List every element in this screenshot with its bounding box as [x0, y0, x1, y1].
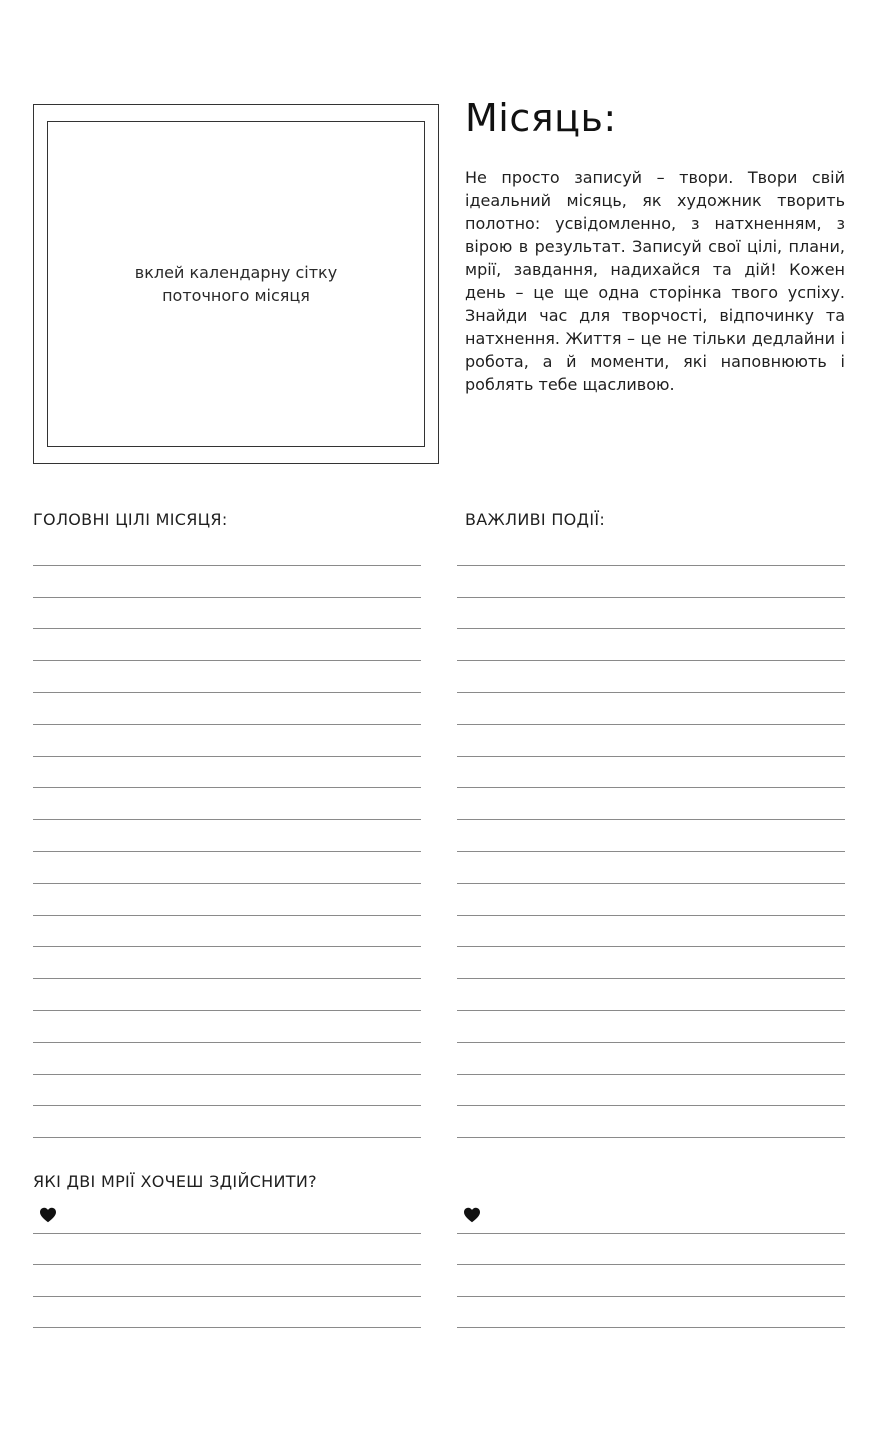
- writing-line[interactable]: [457, 598, 845, 630]
- writing-line[interactable]: [457, 852, 845, 884]
- writing-line[interactable]: [457, 1265, 845, 1297]
- intro-text: Не просто записуй – твори. Твори свій ідеальний місяць, як художник творить полотно: усвідомленно, з натхненням, з вірою в результат. Записуй свої цілі, плани, мрії, завдання, надихайся та дій! Кожен день – це ще одна сторінка твого успіху. Знайди час для творчості, відпочинку та натхнення. Життя – це не тільки дедлайни і робота, а й моменти, які наповнюють і роблять тебе щасливою.: [465, 168, 845, 394]
- goals-heading: ГОЛОВНІ ЦІЛІ МІСЯЦЯ:: [33, 510, 228, 529]
- writing-line[interactable]: [457, 1043, 845, 1075]
- calendar-frame-inner: [47, 121, 425, 447]
- writing-line[interactable]: [457, 1011, 845, 1043]
- writing-line[interactable]: [33, 1202, 421, 1234]
- writing-line[interactable]: [457, 947, 845, 979]
- writing-line[interactable]: [457, 693, 845, 725]
- writing-line[interactable]: [457, 979, 845, 1011]
- writing-line[interactable]: [33, 725, 421, 757]
- writing-line[interactable]: [457, 916, 845, 948]
- dreams-heading: ЯКІ ДВІ МРІЇ ХОЧЕШ ЗДІЙСНИТИ?: [33, 1172, 317, 1191]
- writing-line[interactable]: [33, 1075, 421, 1107]
- writing-line[interactable]: [457, 661, 845, 693]
- calendar-placeholder-text: вклей календарну сітку поточного місяця: [134, 263, 338, 305]
- writing-line[interactable]: [457, 757, 845, 789]
- writing-line[interactable]: [33, 566, 421, 598]
- writing-line[interactable]: [457, 1297, 845, 1329]
- writing-line[interactable]: [457, 629, 845, 661]
- heart-icon: [39, 1207, 57, 1223]
- writing-line[interactable]: [33, 979, 421, 1011]
- writing-line[interactable]: [33, 1297, 421, 1329]
- events-heading: ВАЖЛИВІ ПОДІЇ:: [465, 510, 606, 529]
- events-lines[interactable]: [457, 534, 845, 1138]
- writing-line[interactable]: [457, 1202, 845, 1234]
- calendar-frame: [33, 104, 439, 464]
- dream-2-lines[interactable]: [457, 1202, 845, 1328]
- writing-line[interactable]: [33, 757, 421, 789]
- page-title: Місяць:: [465, 96, 617, 140]
- writing-line[interactable]: [33, 629, 421, 661]
- writing-line[interactable]: [33, 788, 421, 820]
- writing-line[interactable]: [33, 693, 421, 725]
- dream-1-lines[interactable]: [33, 1202, 421, 1328]
- writing-line[interactable]: [457, 566, 845, 598]
- writing-line[interactable]: [457, 725, 845, 757]
- writing-line[interactable]: [33, 916, 421, 948]
- writing-line[interactable]: [33, 1265, 421, 1297]
- writing-line[interactable]: [33, 1106, 421, 1138]
- writing-line[interactable]: [33, 1043, 421, 1075]
- writing-line[interactable]: [33, 947, 421, 979]
- writing-line[interactable]: [33, 534, 421, 566]
- writing-line[interactable]: [457, 788, 845, 820]
- writing-line[interactable]: [33, 820, 421, 852]
- writing-line[interactable]: [457, 820, 845, 852]
- writing-line[interactable]: [457, 1106, 845, 1138]
- writing-line[interactable]: [457, 1075, 845, 1107]
- writing-line[interactable]: [33, 1011, 421, 1043]
- goals-lines[interactable]: [33, 534, 421, 1138]
- writing-line[interactable]: [457, 884, 845, 916]
- writing-line[interactable]: [33, 598, 421, 630]
- writing-line[interactable]: [33, 852, 421, 884]
- writing-line[interactable]: [457, 1234, 845, 1266]
- writing-line[interactable]: [33, 661, 421, 693]
- writing-line[interactable]: [33, 1234, 421, 1266]
- writing-line[interactable]: [33, 884, 421, 916]
- writing-line[interactable]: [457, 534, 845, 566]
- heart-icon: [463, 1207, 481, 1223]
